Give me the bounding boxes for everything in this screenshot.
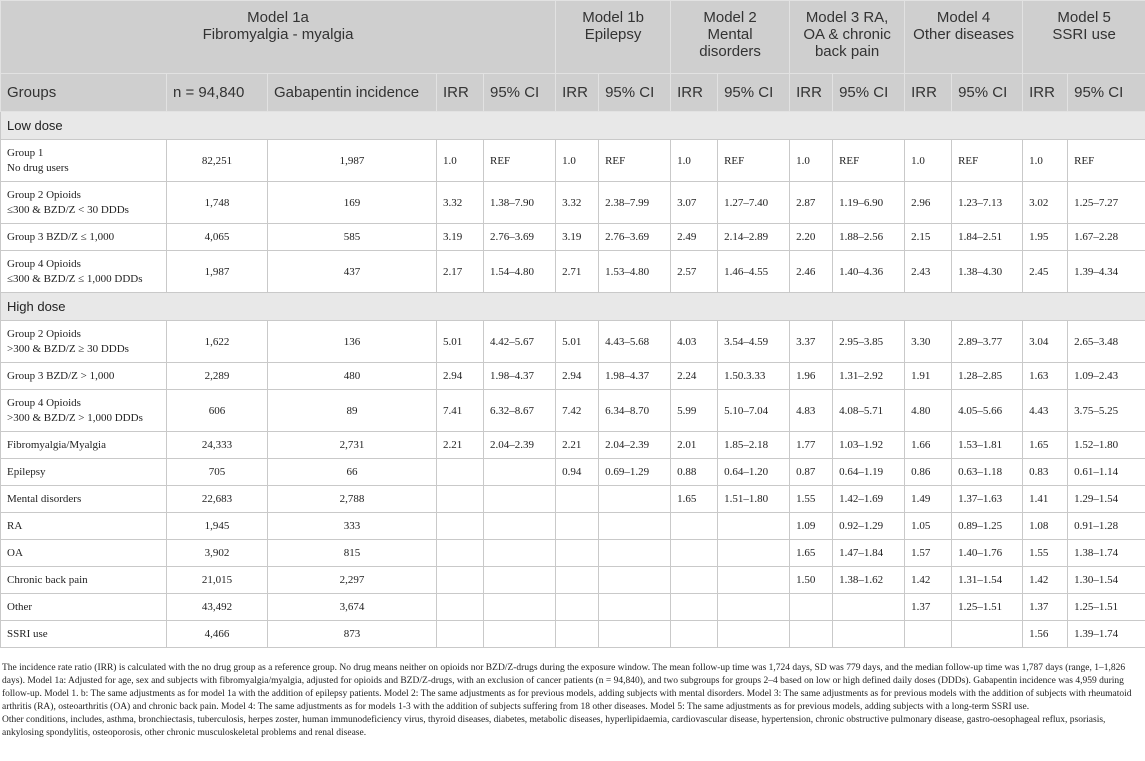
ci-cell: 1.53–4.80 (599, 251, 671, 293)
ci-cell: 3.75–5.25 (1068, 390, 1145, 432)
irr-cell: 1.96 (790, 363, 833, 390)
irr-cell (671, 513, 718, 540)
table-row (1, 390, 1145, 432)
ci-cell: 1.19–6.90 (833, 182, 905, 224)
ci-cell: 1.38–1.74 (1068, 540, 1145, 567)
irr-cell (437, 567, 484, 594)
ci-cell (833, 621, 905, 648)
irr-cell: 0.94 (556, 459, 599, 486)
irr-cell (556, 567, 599, 594)
ci-cell (484, 486, 556, 513)
ci-cell: 1.27–7.40 (718, 182, 790, 224)
irr-cell (437, 621, 484, 648)
table-row (1, 224, 1145, 251)
group-name: Group 4 Opioids (7, 396, 81, 409)
ci-cell: 0.91–1.28 (1068, 513, 1145, 540)
ci-cell (484, 513, 556, 540)
incidence-cell: 169 (268, 182, 437, 224)
group-label (1, 363, 167, 390)
irr-cell: 5.01 (556, 321, 599, 363)
ci-cell: 2.65–3.48 (1068, 321, 1145, 363)
incidence-cell: 585 (268, 224, 437, 251)
group-name: Epilepsy (7, 465, 46, 478)
irr-cell: 5.99 (671, 390, 718, 432)
ci-cell: 0.64–1.19 (833, 459, 905, 486)
irr-cell: 2.17 (437, 251, 484, 293)
ci-cell (484, 567, 556, 594)
irr-cell: 7.42 (556, 390, 599, 432)
group-name: SSRI use (7, 627, 48, 640)
group-label (1, 182, 167, 224)
ci-cell: 1.98–4.37 (599, 363, 671, 390)
irr-cell: 1.55 (1023, 540, 1068, 567)
n-cell: 1,987 (167, 251, 268, 293)
irr-cell (437, 513, 484, 540)
incidence-header: Gabapentin incidence (268, 74, 437, 112)
irr-cell: 1.37 (1023, 594, 1068, 621)
ci-cell: REF (718, 140, 790, 182)
ci-cell: 4.42–5.67 (484, 321, 556, 363)
model-header: Model 5 SSRI use (1023, 1, 1145, 74)
group-label (1, 459, 167, 486)
model-header: Model 3 RA, OA & chronic back pain (790, 1, 905, 74)
ci-cell (718, 594, 790, 621)
ci-cell: 2.04–2.39 (599, 432, 671, 459)
table-row (1, 486, 1145, 513)
table-body (1, 112, 1145, 648)
irr-cell: 2.15 (905, 224, 952, 251)
n-cell: 4,065 (167, 224, 268, 251)
irr-cell (905, 621, 952, 648)
irr-cell: 1.0 (905, 140, 952, 182)
irr-cell: 3.19 (556, 224, 599, 251)
n-cell: 21,015 (167, 567, 268, 594)
ci-header: 95% CI (1068, 74, 1145, 112)
n-cell: 3,902 (167, 540, 268, 567)
ci-cell: 1.46–4.55 (718, 251, 790, 293)
irr-cell: 3.37 (790, 321, 833, 363)
irr-cell: 1.37 (905, 594, 952, 621)
column-header-row (1, 74, 1145, 112)
group-label (1, 390, 167, 432)
ci-cell: 1.39–4.34 (1068, 251, 1145, 293)
irr-cell: 2.20 (790, 224, 833, 251)
group-name: Group 3 BZD/Z > 1,000 (7, 369, 115, 382)
ci-cell (599, 567, 671, 594)
irr-cell: 1.65 (1023, 432, 1068, 459)
ci-cell: 1.29–1.54 (1068, 486, 1145, 513)
irr-cell: 1.66 (905, 432, 952, 459)
ci-cell: 1.52–1.80 (1068, 432, 1145, 459)
ci-cell: 1.53–1.81 (952, 432, 1023, 459)
ci-cell: 1.88–2.56 (833, 224, 905, 251)
ci-cell: 0.89–1.25 (952, 513, 1023, 540)
irr-cell: 2.87 (790, 182, 833, 224)
irr-cell: 1.57 (905, 540, 952, 567)
table-row (1, 363, 1145, 390)
ci-header: 95% CI (718, 74, 790, 112)
incidence-cell: 1,987 (268, 140, 437, 182)
ci-cell: 1.42–1.69 (833, 486, 905, 513)
incidence-cell: 873 (268, 621, 437, 648)
irr-cell (671, 540, 718, 567)
n-cell: 1,945 (167, 513, 268, 540)
irr-cell (556, 513, 599, 540)
incidence-cell: 136 (268, 321, 437, 363)
irr-cell: 2.24 (671, 363, 718, 390)
ci-cell: 1.09–2.43 (1068, 363, 1145, 390)
ci-cell: 0.61–1.14 (1068, 459, 1145, 486)
irr-cell: 1.91 (905, 363, 952, 390)
irr-cell: 1.63 (1023, 363, 1068, 390)
ci-cell: 0.64–1.20 (718, 459, 790, 486)
table-row (1, 594, 1145, 621)
irr-cell (671, 594, 718, 621)
irr-cell: 1.55 (790, 486, 833, 513)
table-row (1, 513, 1145, 540)
model-header: Model 2 Mental disorders (671, 1, 790, 74)
irr-header: IRR (905, 74, 952, 112)
ci-cell: 1.30–1.54 (1068, 567, 1145, 594)
ci-header: 95% CI (833, 74, 905, 112)
incidence-cell: 3,674 (268, 594, 437, 621)
table-row (1, 140, 1145, 182)
irr-cell: 2.94 (437, 363, 484, 390)
incidence-cell: 333 (268, 513, 437, 540)
ci-cell: 1.38–7.90 (484, 182, 556, 224)
irr-cell (671, 621, 718, 648)
n-header: n = 94,840 (167, 74, 268, 112)
ci-cell: 5.10–7.04 (718, 390, 790, 432)
irr-cell: 3.19 (437, 224, 484, 251)
table-row (1, 540, 1145, 567)
ci-cell (599, 594, 671, 621)
group-name: OA (7, 546, 23, 559)
ci-cell (484, 540, 556, 567)
irr-header: IRR (671, 74, 718, 112)
irr-cell (556, 621, 599, 648)
ci-cell: 1.40–1.76 (952, 540, 1023, 567)
incidence-cell: 2,731 (268, 432, 437, 459)
ci-cell: 1.28–2.85 (952, 363, 1023, 390)
irr-cell: 2.49 (671, 224, 718, 251)
irr-cell: 3.30 (905, 321, 952, 363)
irr-cell: 1.50 (790, 567, 833, 594)
group-label (1, 432, 167, 459)
ci-cell: REF (599, 140, 671, 182)
irr-cell (437, 540, 484, 567)
ci-cell (599, 621, 671, 648)
ci-cell: 2.89–3.77 (952, 321, 1023, 363)
irr-cell: 2.01 (671, 432, 718, 459)
irr-cell: 0.86 (905, 459, 952, 486)
irr-cell: 1.0 (790, 140, 833, 182)
irr-cell: 0.88 (671, 459, 718, 486)
irr-cell: 5.01 (437, 321, 484, 363)
group-name: Group 2 Opioids (7, 188, 81, 201)
footnote: Other conditions, includes, asthma, bronchiectasis, tuberculosis, herpes zoster, human immunodeficiency virus, thyroid diseases, diabetes, metabolic diseases, hyperlipidaemia, cardiovascular disease, hypertension, chronic obstructive pulmonary disease, gastro-oesophageal reflux, psoriasis, ankylosing spondylitis, osteoporosis, other chronic musculoskeletal problems and renal disease. (2, 715, 1106, 738)
ci-cell: 1.98–4.37 (484, 363, 556, 390)
irr-cell (790, 621, 833, 648)
irr-cell: 1.0 (437, 140, 484, 182)
group-label (1, 540, 167, 567)
ci-cell (718, 540, 790, 567)
ci-cell (833, 594, 905, 621)
ci-cell: 6.34–8.70 (599, 390, 671, 432)
ci-cell: 2.76–3.69 (599, 224, 671, 251)
irr-cell (671, 567, 718, 594)
n-cell: 22,683 (167, 486, 268, 513)
ci-cell: REF (952, 140, 1023, 182)
ci-cell: 0.69–1.29 (599, 459, 671, 486)
irr-cell: 1.0 (1023, 140, 1068, 182)
ci-cell: 3.54–4.59 (718, 321, 790, 363)
incidence-cell: 815 (268, 540, 437, 567)
incidence-cell: 2,788 (268, 486, 437, 513)
ci-cell: 4.05–5.66 (952, 390, 1023, 432)
n-cell: 2,289 (167, 363, 268, 390)
n-cell: 24,333 (167, 432, 268, 459)
irr-cell: 4.03 (671, 321, 718, 363)
group-label (1, 486, 167, 513)
section-row (1, 293, 1145, 321)
group-label (1, 594, 167, 621)
irr-cell: 1.09 (790, 513, 833, 540)
irr-cell: 3.32 (556, 182, 599, 224)
ci-header: 95% CI (484, 74, 556, 112)
ci-cell: 1.84–2.51 (952, 224, 1023, 251)
n-cell: 705 (167, 459, 268, 486)
irr-cell: 1.05 (905, 513, 952, 540)
ci-cell (599, 540, 671, 567)
ci-cell: 0.92–1.29 (833, 513, 905, 540)
group-name: Chronic back pain (7, 573, 88, 586)
ci-cell: 1.03–1.92 (833, 432, 905, 459)
incidence-cell: 89 (268, 390, 437, 432)
irr-cell: 2.43 (905, 251, 952, 293)
irr-cell: 2.21 (437, 432, 484, 459)
ci-header: 95% CI (599, 74, 671, 112)
irr-cell (437, 594, 484, 621)
group-subtitle: >300 & BZD/Z ≥ 30 DDDs (7, 342, 129, 355)
group-name: RA (7, 519, 23, 532)
ci-cell: 1.51–1.80 (718, 486, 790, 513)
group-name: Group 3 BZD/Z ≤ 1,000 (7, 230, 115, 243)
group-label (1, 140, 167, 182)
ci-cell: 2.04–2.39 (484, 432, 556, 459)
table-row (1, 621, 1145, 648)
group-label (1, 621, 167, 648)
group-label (1, 224, 167, 251)
irr-cell (437, 459, 484, 486)
irr-cell: 1.42 (1023, 567, 1068, 594)
irr-cell (437, 486, 484, 513)
group-name: Mental disorders (7, 492, 82, 505)
incidence-cell: 480 (268, 363, 437, 390)
irr-cell: 3.04 (1023, 321, 1068, 363)
table-row (1, 567, 1145, 594)
ci-cell: 1.40–4.36 (833, 251, 905, 293)
group-label (1, 513, 167, 540)
table-row (1, 182, 1145, 224)
irr-cell: 1.56 (1023, 621, 1068, 648)
table-footnotes (2, 662, 1142, 740)
ci-cell: 1.25–1.51 (952, 594, 1023, 621)
section-label: High dose (1, 293, 1145, 321)
irr-cell: 3.07 (671, 182, 718, 224)
group-label (1, 567, 167, 594)
group-subtitle: >300 & BZD/Z > 1,000 DDDs (7, 411, 143, 424)
section-label: Low dose (1, 112, 1145, 140)
n-cell: 4,466 (167, 621, 268, 648)
n-cell: 606 (167, 390, 268, 432)
ci-cell: 1.25–1.51 (1068, 594, 1145, 621)
irr-cell: 1.49 (905, 486, 952, 513)
ci-cell: REF (833, 140, 905, 182)
irr-header: IRR (790, 74, 833, 112)
ci-cell: 1.50.3.33 (718, 363, 790, 390)
group-name: Other (7, 600, 33, 613)
irr-cell (556, 486, 599, 513)
irr-cell: 1.77 (790, 432, 833, 459)
section-row (1, 112, 1145, 140)
table-row (1, 251, 1145, 293)
ci-cell (599, 513, 671, 540)
irr-cell: 1.08 (1023, 513, 1068, 540)
ci-cell: 4.08–5.71 (833, 390, 905, 432)
ci-cell (718, 567, 790, 594)
table-row (1, 459, 1145, 486)
n-cell: 82,251 (167, 140, 268, 182)
irr-cell: 3.32 (437, 182, 484, 224)
irr-cell: 3.02 (1023, 182, 1068, 224)
irr-header: IRR (437, 74, 484, 112)
ci-cell: 1.38–1.62 (833, 567, 905, 594)
ci-cell: 6.32–8.67 (484, 390, 556, 432)
ci-cell: 1.23–7.13 (952, 182, 1023, 224)
irr-header: IRR (556, 74, 599, 112)
model-header-row (1, 1, 1145, 74)
irr-cell: 4.83 (790, 390, 833, 432)
footnote: The incidence rate ratio (IRR) is calculated with the no drug group as a reference group. No drug means neither on opioids nor BZD/Z-drugs during the exposure window. The mean follow-up time was 1,724 days, SD was 779 days, and the median follow-up time was 1,787 days (range, 1–1,826 days). Model 1a: Adjusted for age, sex and subjects with fibromyalgia/myalgia, adjusted for opioids and BZD/Z-drugs, with an exclusion of cancer patients (n = 94,840), and two subgroups for groups 2–4 based on low or high defined daily doses (DDDs). Gabapentin incidence was 4,959 during follow-up. Model 1. b: The same adjustments as for model 1a with the addition of epilepsy patients. Model 2: The same adjustments as for previous models, adding subjects with mental disorders. Model 3: The same adjustments as for previous models with the addition of subjects with rheumatoid arthritis (RA), osteoarthritis (OA) and chronic back pain. Model 4: The same adjustments as for models 1-3 with the addition of subjects suffering from 18 other diseases. Model 5: The same adjustments as for previous models, adding subjects with a long-term SSRI use. (2, 663, 1132, 712)
irr-cell (556, 594, 599, 621)
group-name: Group 1 (7, 146, 44, 159)
ci-cell: 2.76–3.69 (484, 224, 556, 251)
irr-cell: 0.83 (1023, 459, 1068, 486)
irr-cell (556, 540, 599, 567)
group-label (1, 321, 167, 363)
irr-cell: 2.21 (556, 432, 599, 459)
ci-cell: 1.38–4.30 (952, 251, 1023, 293)
ci-cell: 2.38–7.99 (599, 182, 671, 224)
group-label (1, 251, 167, 293)
irr-cell: 2.71 (556, 251, 599, 293)
irr-cell: 4.80 (905, 390, 952, 432)
model-header: Model 4 Other diseases (905, 1, 1023, 74)
group-name: Fibromyalgia/Myalgia (7, 438, 106, 451)
n-cell: 1,622 (167, 321, 268, 363)
irr-cell: 2.94 (556, 363, 599, 390)
ci-cell: 1.47–1.84 (833, 540, 905, 567)
ci-cell: 2.14–2.89 (718, 224, 790, 251)
irr-cell (790, 594, 833, 621)
irr-header: IRR (1023, 74, 1068, 112)
group-subtitle: ≤300 & BZD/Z < 30 DDDs (7, 203, 129, 216)
model-header: Model 1a Fibromyalgia - myalgia (1, 1, 556, 74)
ci-cell: 1.25–7.27 (1068, 182, 1145, 224)
ci-cell: 4.43–5.68 (599, 321, 671, 363)
irr-cell: 2.96 (905, 182, 952, 224)
incidence-cell: 66 (268, 459, 437, 486)
irr-cell: 2.46 (790, 251, 833, 293)
irr-cell: 1.95 (1023, 224, 1068, 251)
irr-cell: 2.57 (671, 251, 718, 293)
group-subtitle: ≤300 & BZD/Z ≤ 1,000 DDDs (7, 272, 143, 285)
irr-cell: 7.41 (437, 390, 484, 432)
irr-cell: 4.43 (1023, 390, 1068, 432)
model-header: Model 1b Epilepsy (556, 1, 671, 74)
incidence-cell: 2,297 (268, 567, 437, 594)
groups-header: Groups (1, 74, 167, 112)
table-row (1, 432, 1145, 459)
irr-cell: 1.65 (790, 540, 833, 567)
ci-cell: 1.39–1.74 (1068, 621, 1145, 648)
n-cell: 43,492 (167, 594, 268, 621)
ci-cell: 1.85–2.18 (718, 432, 790, 459)
ci-cell: 1.54–4.80 (484, 251, 556, 293)
irr-cell: 1.65 (671, 486, 718, 513)
irr-cell: 0.87 (790, 459, 833, 486)
ci-cell: 2.95–3.85 (833, 321, 905, 363)
ci-cell: 1.37–1.63 (952, 486, 1023, 513)
n-cell: 1,748 (167, 182, 268, 224)
group-name: Group 4 Opioids (7, 257, 81, 270)
ci-cell (484, 459, 556, 486)
ci-cell: REF (484, 140, 556, 182)
irr-cell: 1.0 (556, 140, 599, 182)
ci-cell: REF (1068, 140, 1145, 182)
irr-cell: 1.0 (671, 140, 718, 182)
ci-cell: 1.31–2.92 (833, 363, 905, 390)
ci-cell: 1.31–1.54 (952, 567, 1023, 594)
ci-cell (484, 621, 556, 648)
ci-cell (718, 513, 790, 540)
irr-cell: 1.41 (1023, 486, 1068, 513)
irr-cell: 1.42 (905, 567, 952, 594)
table-row (1, 321, 1145, 363)
ci-header: 95% CI (952, 74, 1023, 112)
irr-cell: 2.45 (1023, 251, 1068, 293)
incidence-cell: 437 (268, 251, 437, 293)
ci-cell: 1.67–2.28 (1068, 224, 1145, 251)
group-subtitle: No drug users (7, 161, 69, 174)
ci-cell: 0.63–1.18 (952, 459, 1023, 486)
ci-cell (599, 486, 671, 513)
ci-cell (718, 621, 790, 648)
group-name: Group 2 Opioids (7, 327, 81, 340)
ci-cell (952, 621, 1023, 648)
ci-cell (484, 594, 556, 621)
